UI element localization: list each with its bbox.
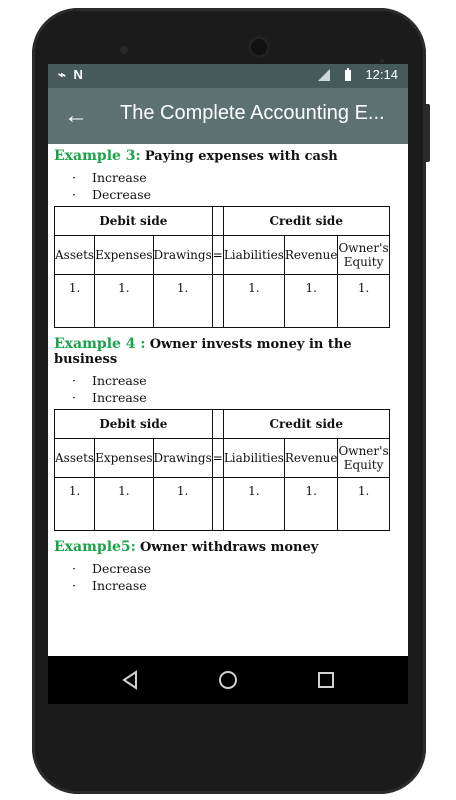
signal-icon — [317, 68, 331, 82]
example-4 — [54, 336, 400, 367]
example-label: Example5: — [54, 539, 136, 555]
table-cell: 1. — [55, 478, 95, 531]
page-title: The Complete Accounting E... — [120, 102, 385, 124]
nfc-icon: N — [73, 67, 85, 82]
back-arrow-icon[interactable]: ← — [64, 102, 88, 129]
debit-side-header: Debit side — [55, 410, 213, 439]
col-header-revenue: Revenue — [284, 439, 338, 478]
table-cell: 1. — [223, 275, 284, 328]
table-cell: 1. — [153, 275, 212, 328]
example-3 — [54, 148, 400, 164]
col-header-revenue: Revenue — [284, 236, 338, 275]
side-button[interactable] — [424, 104, 430, 162]
notification-icon: ⌁ — [58, 67, 68, 82]
table-cell: 1. — [338, 275, 389, 328]
example-label: Example 4 : — [54, 336, 146, 352]
example-description: Paying expenses with cash — [144, 149, 338, 164]
table-cell: 1. — [223, 478, 284, 531]
list-item: · Increase — [72, 170, 400, 185]
table-cell: 1. — [55, 275, 95, 328]
list-item: · Increase — [72, 373, 400, 388]
col-header-liabilities: Liabilities — [223, 439, 284, 478]
example-5 — [54, 539, 400, 555]
table-cell: 1. — [284, 275, 338, 328]
credit-side-header: Credit side — [223, 207, 389, 236]
table-cell — [212, 478, 223, 531]
android-navigation-bar — [48, 656, 408, 704]
status-icons — [317, 67, 398, 82]
equals-spacer — [212, 207, 223, 236]
clock: 12:14 — [365, 67, 398, 82]
col-header-drawings: Drawings — [153, 439, 212, 478]
list-item: · Increase — [72, 390, 400, 405]
bullet-list — [72, 170, 400, 202]
example-description: Owner invests money in the business — [54, 337, 352, 367]
bullet-list — [72, 561, 400, 593]
status-bar — [48, 64, 408, 88]
example-description: Owner withdraws money — [139, 540, 319, 555]
nav-recent-apps-icon[interactable] — [314, 668, 338, 692]
table-cell: 1. — [95, 478, 153, 531]
accounting-table — [54, 206, 390, 328]
equals-sign: = — [212, 439, 223, 478]
example-label: Example 3: — [54, 148, 141, 164]
front-camera — [120, 46, 128, 54]
col-header-owners-equity: Owner's Equity — [338, 439, 389, 478]
sensor-dots — [380, 48, 392, 52]
list-item: · Decrease — [72, 187, 400, 202]
table-cell: 1. — [338, 478, 389, 531]
col-header-assets: Assets — [55, 236, 95, 275]
app-bar — [48, 88, 408, 144]
col-header-drawings: Drawings — [153, 236, 212, 275]
equals-sign: = — [212, 236, 223, 275]
credit-side-header: Credit side — [223, 410, 389, 439]
battery-icon — [341, 68, 355, 82]
col-header-assets: Assets — [55, 439, 95, 478]
notification-icons — [58, 67, 85, 83]
bullet-list — [72, 373, 400, 405]
table-cell: 1. — [95, 275, 153, 328]
col-header-liabilities: Liabilities — [223, 236, 284, 275]
col-header-owners-equity: Owner's Equity — [338, 236, 389, 275]
col-header-expenses: Expenses — [95, 236, 153, 275]
debit-side-header: Debit side — [55, 207, 213, 236]
nav-home-icon[interactable] — [216, 668, 240, 692]
earpiece-speaker — [248, 36, 270, 58]
content — [54, 144, 400, 649]
list-item: · Increase — [72, 578, 400, 593]
accounting-table — [54, 409, 390, 531]
screen — [48, 64, 408, 704]
equals-spacer — [212, 410, 223, 439]
nav-back-icon[interactable] — [118, 668, 142, 692]
table-cell — [212, 275, 223, 328]
list-item: · Decrease — [72, 561, 400, 576]
col-header-expenses: Expenses — [95, 439, 153, 478]
table-cell: 1. — [284, 478, 338, 531]
table-cell: 1. — [153, 478, 212, 531]
